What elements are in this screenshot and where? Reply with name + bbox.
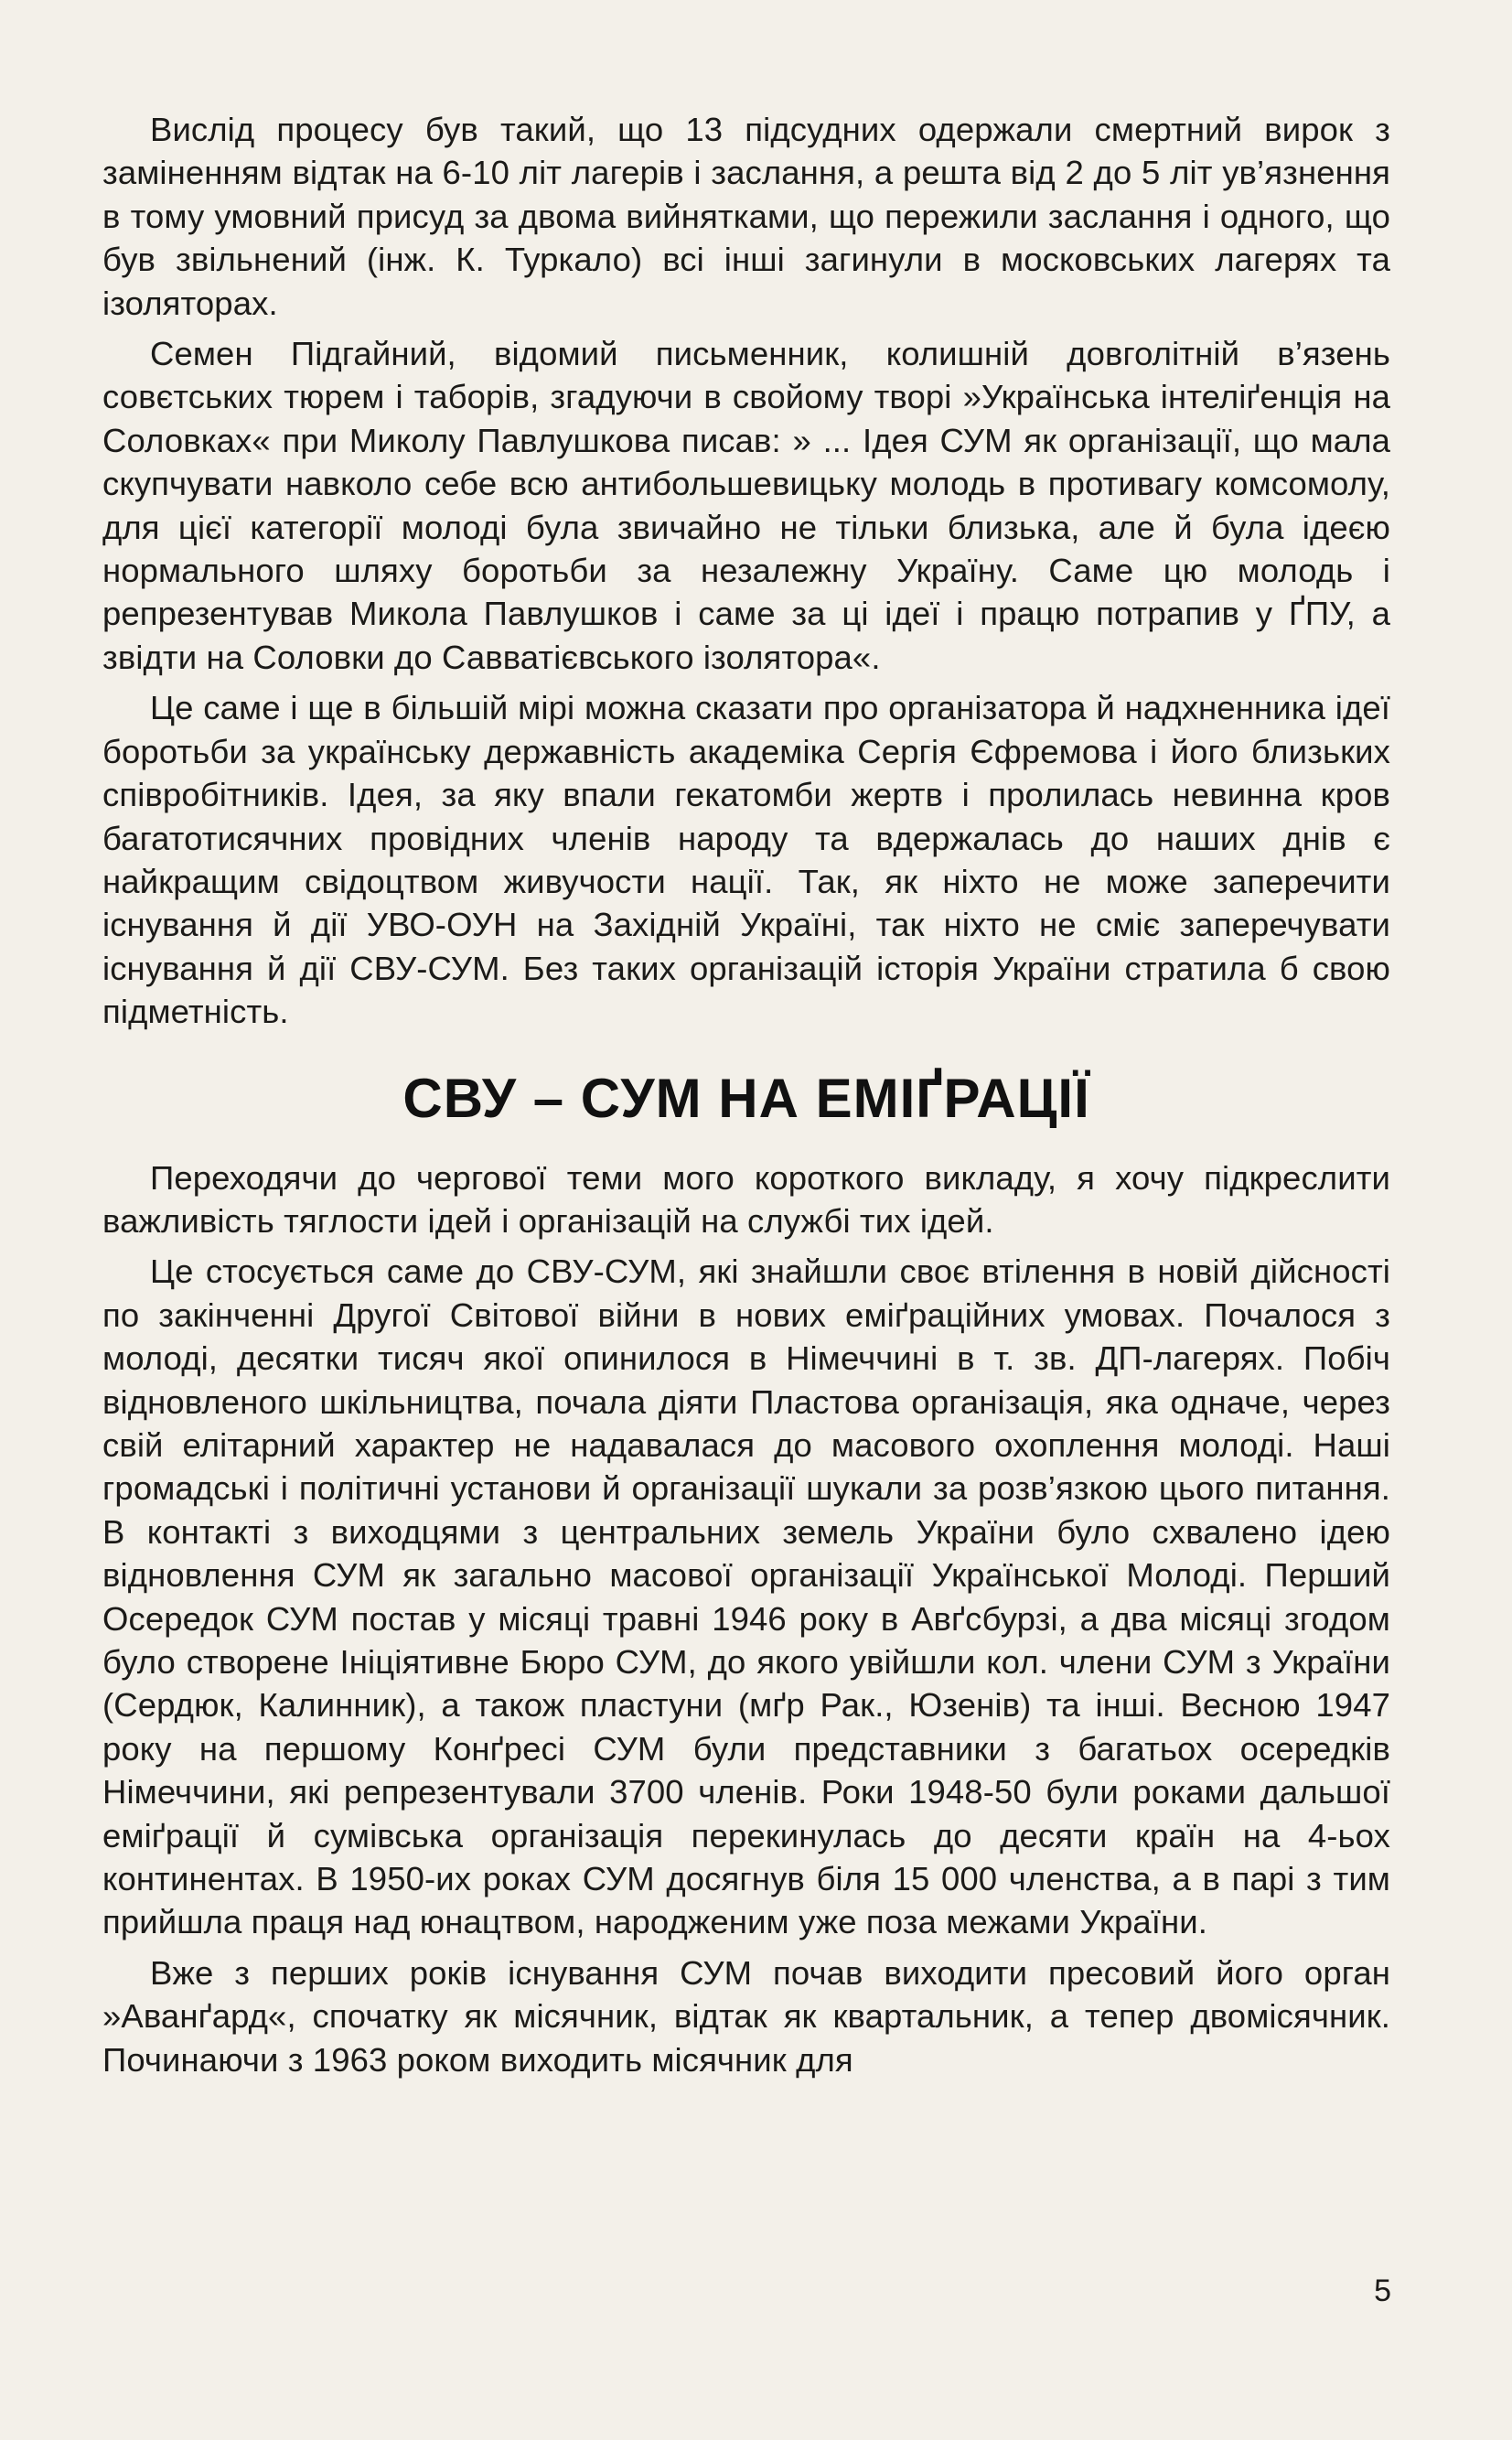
- page-number: 5: [1374, 2273, 1391, 2308]
- section-title: СВУ – СУМ НА ЕМІҐРАЦІЇ: [402, 1067, 1090, 1129]
- paragraph-avangard: Вже з перших років існування СУМ почав виходити пресовий його орган »Аванґард«, спочатку як місячник, відтак як квартальник, а тепер двомісячник. Починаючи з 1963 роком виходить місячник для: [102, 1953, 1390, 2079]
- paragraph-gap: [102, 1242, 1390, 1250]
- paragraph-process-outcome: Вислід процесу був такий, що 13 підсудних одержали смертний вирок з заміненням відтак на 6-10 літ лагерів і заслання, а решта від 2 до 5 літ ув’язнення в тому умовний присуд за двома вийнятками, що пережили заслання і одного, що був звільнений (інж. К. Туркало) всі інші загинули в московських лагерях та ізоляторах.: [102, 111, 1390, 322]
- paragraph-emigration-history: Це стосується саме до СВУ-СУМ, які знайшли своє втілення в новій дійсності по закінченні Другої Світової війни в нових еміґраційних умовах. Почалося з молоді, десятки тисяч якої опинилося в Німеччині в т. зв. ДП-лагерях. Побіч відновленого шкільництва, почала діяти Пластова організація, яка одначе, через свій елітарний характер не надавалася до масового охоплення молоді. Наші громадські і політичні установи й організації шукали за розв’язкою цього питання. В контакті з виходцями з центральних земель України було схвалено ідею відновлення СУМ як загально масової організації Української Молоді. Перший Осередок СУМ постав у місяці травні 1946 року в Авґсбурзі, а два місяці згодом було створене Ініціятивне Бюро СУМ, до якого увійшли кол. члени СУМ з України (Сердюк, Калинник), а також пластуни (мґр Рак., Юзенів) та інші. Весною 1947 року на першому Конґресі СУМ були представники з багатьох осередків Німеччини, які репрезентували 3700 членів. Роки 1948-50 були роками дальшої еміґрації й сумівська організація перекинулась до десяти країн на 4-ьох континентах. В 1950-их роках СУМ досягнув біля 15 000 членства, а в парі з тим прийшла праця над юнацтвом, народженим уже поза межами України.: [102, 1252, 1390, 1941]
- paragraph-gap: [102, 679, 1390, 686]
- text-column: [102, 108, 1390, 2081]
- paragraph-continuity: Переходячи до чергової теми мого короткого викладу, я хочу підкреслити важливість тяглости ідей і організацій на службі тих ідей.: [102, 1158, 1390, 1240]
- paragraph-gap: [102, 1944, 1390, 1951]
- paragraph-yefremov: Це саме і ще в більшій мірі можна сказати про організатора й надхненника ідеї боротьби за українську державність академіка Сергія Єфремова і його близьких співробітників. Ідея, за яку впали гекатомби жертв і пролилась невинна кров багатотисячних провідних членів народу та вдержалась до наших днів є найкращим свідоцтвом живучости нації. Так, як ніхто не може заперечити існування й дії УВО-ОУН на Західній Україні, так ніхто не сміє заперечувати існування й дії СВУ-СУМ. Без таких організацій історія України стратила б свою підметність.: [102, 689, 1390, 1031]
- paragraph-gap: [102, 325, 1390, 332]
- paragraph-pidhainy-quote: Семен Підгайний, відомий письменник, колишній довголітній в’язень совєтських тюрем і таборів, згадуючи в свойому творі »Українська інтеліґенція на Соловках« при Миколу Павлушкова писав: » ... Ідея СУМ як організації, що мала скупчувати навколо себе всю антибольшевицьку молодь в противагу комсомолу, для цієї категорії молоді була звичайно не тільки близька, але й була ідеєю нормального шляху боротьби за незалежну Україну. Саме цю молодь і репрезентував Микола Павлушков і саме за ці ідеї і працю потрапив у ҐПУ, а звідти на Соловки до Савватієвського ізолятора«.: [102, 335, 1390, 676]
